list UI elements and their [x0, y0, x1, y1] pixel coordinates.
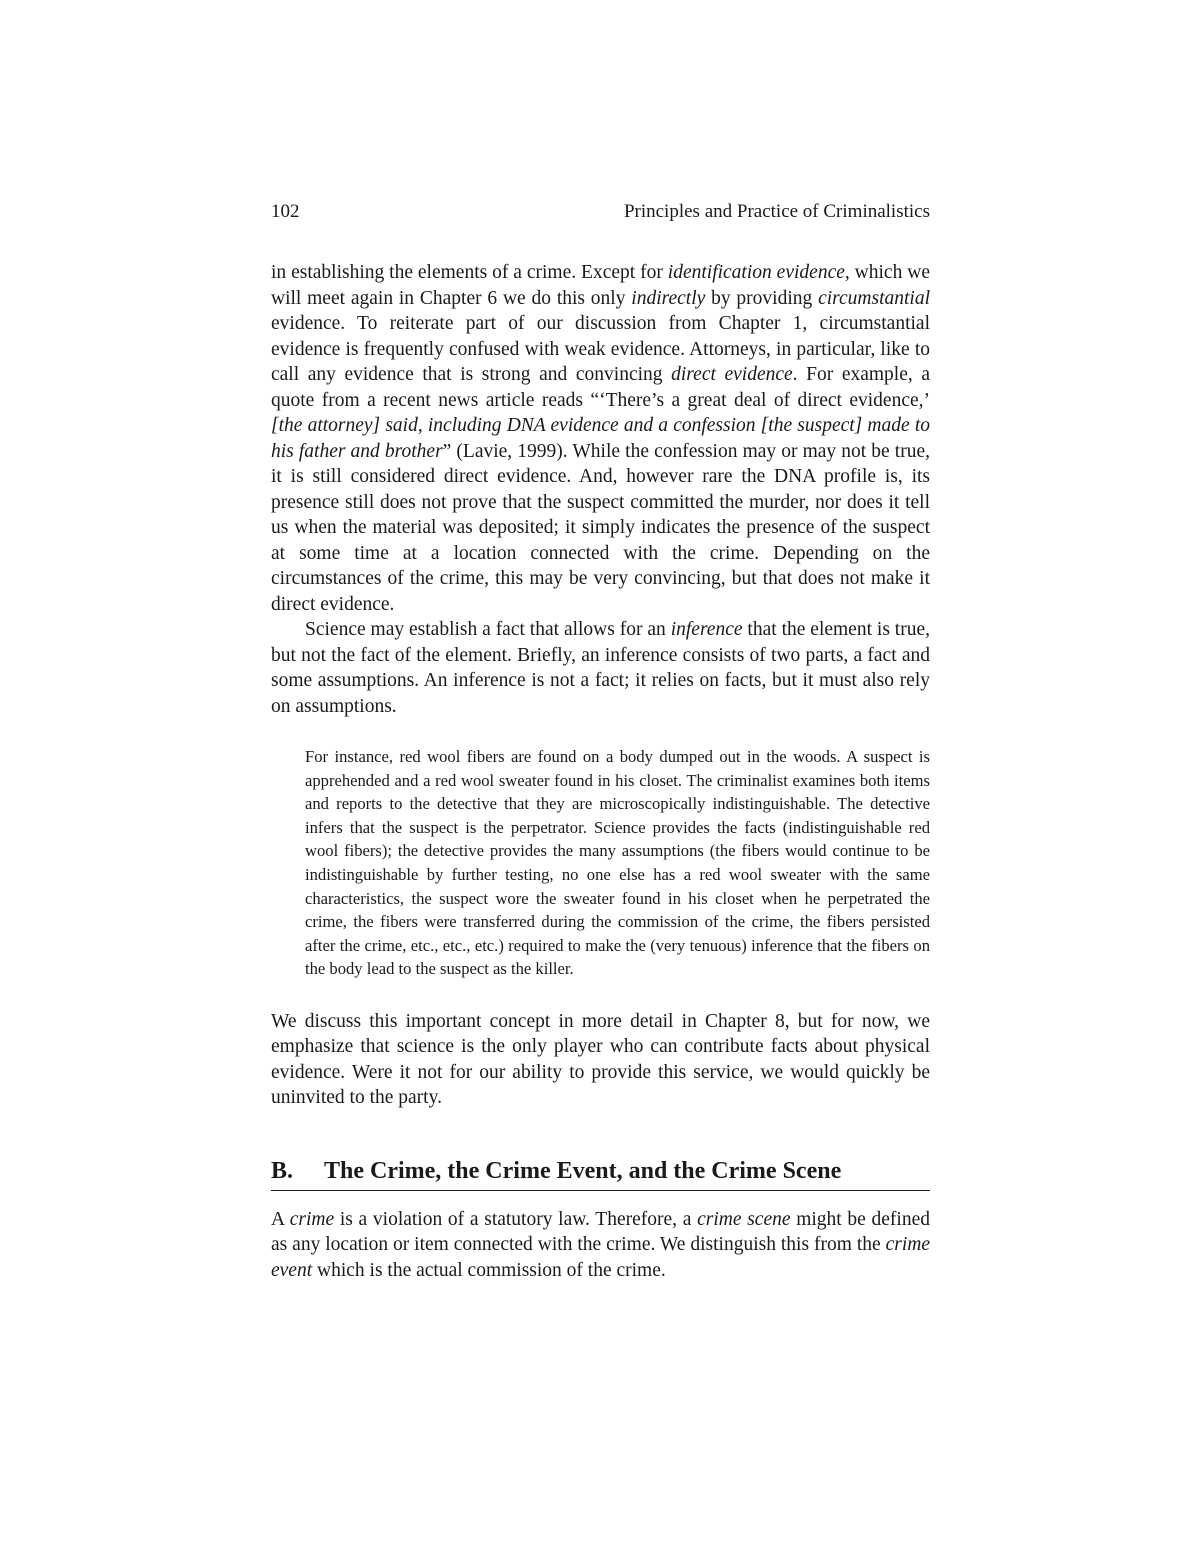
section-number: B. — [271, 1157, 294, 1184]
term-crime: crime — [289, 1208, 335, 1230]
quoted-attorney-statement: [the attorney] said, including DNA evidence and a confession [the suspect] made to his father and brother — [271, 415, 930, 462]
section-title: The Crime, the Crime Event, and the Crime Scene — [324, 1157, 842, 1184]
term-identification-evidence: identification evidence — [667, 262, 845, 283]
book-title: Principles and Practice of Criminalistics — [623, 201, 930, 222]
paragraph-circumstantial-evidence: in establishing the elements of a crime. Except for identification evidence, which we will meet again in Chapter 6 we do this only indirectly by providing circumstantial evidence. To reiterate part of our discussion from Chapter 1, circumstantial evidence is frequently confused with weak evidence. Attorneys, in particular, like to call any evidence that is strong and convincing direct evidence. For example, a quote from a recent news article reads “‘There’s a great deal of direct evidence,’ [the attorney] said, including DNA evidence and a confession [the suspect] made to his father and brother” (Lavie, 1999). While the confession may or may not be true, it is still considered direct evidence. And, however rare the DNA profile is, its presence still does not prove that the suspect committed the murder, nor does it tell us when the material was deposited; it simply indicates the presence of the suspect at some time at a location connected with the crime. Depending on the circumstances of the crime, this may be very convincing, but that does not make it direct evidence. — [271, 262, 930, 615]
term-inference: inference — [670, 619, 743, 640]
term-crime-scene: crime scene — [697, 1208, 791, 1230]
paragraph-crime-definition: A crime is a violation of a statutory law. Therefore, a crime scene might be defined as any location or item connected with the crime. We distinguish this from the crime event which is the actual commission of the crime. — [271, 1208, 930, 1281]
term-direct-evidence: direct evidence — [671, 364, 793, 385]
page-number: 102 — [271, 201, 300, 222]
term-circumstantial: circumstantial — [818, 287, 930, 309]
section-heading — [271, 1155, 930, 1191]
block-quote-fiber-example: For instance, red wool fibers are found on a body dumped out in the woods. A suspect is apprehended and a red wool sweater found in his closet. The criminalist examines both items and reports to the detective that they are microscopically indistinguishable. The detective infers that the suspect is the perpetrator. Science provides the facts (indistinguishable red wool fibers); the detective provides the many assumptions (the fibers would continue to be indistinguishable by further testing, no one else has a red wool sweater with the same characteristics, the suspect wore the sweater found in his closet when he perpetrated the crime, the fibers were transferred during the commission of the crime, the fibers persisted after the crime, etc., etc., etc.) required to make the (very tenuous) inference that the fibers on the body lead to the suspect as the killer. — [305, 747, 930, 979]
paragraph-inference: Science may establish a fact that allows for an inference that the element is true, but not the fact of the element. Briefly, an inference consists of two parts, a fact and some assumptions. An inference is not a fact; it relies on facts, but it must also rely on assumptions. — [271, 619, 930, 717]
book-page — [271, 198, 930, 1283]
term-indirectly: indirectly — [631, 287, 706, 309]
term-crime-event: crime event — [271, 1234, 930, 1281]
paragraph-science-facts: We discuss this important concept in more detail in Chapter 8, but for now, we emphasize that science is the only player who can contribute facts about physical evidence. Were it not for our ability to provide this service, we would quickly be uninvited to the party. — [271, 1010, 930, 1109]
running-header — [271, 198, 930, 226]
